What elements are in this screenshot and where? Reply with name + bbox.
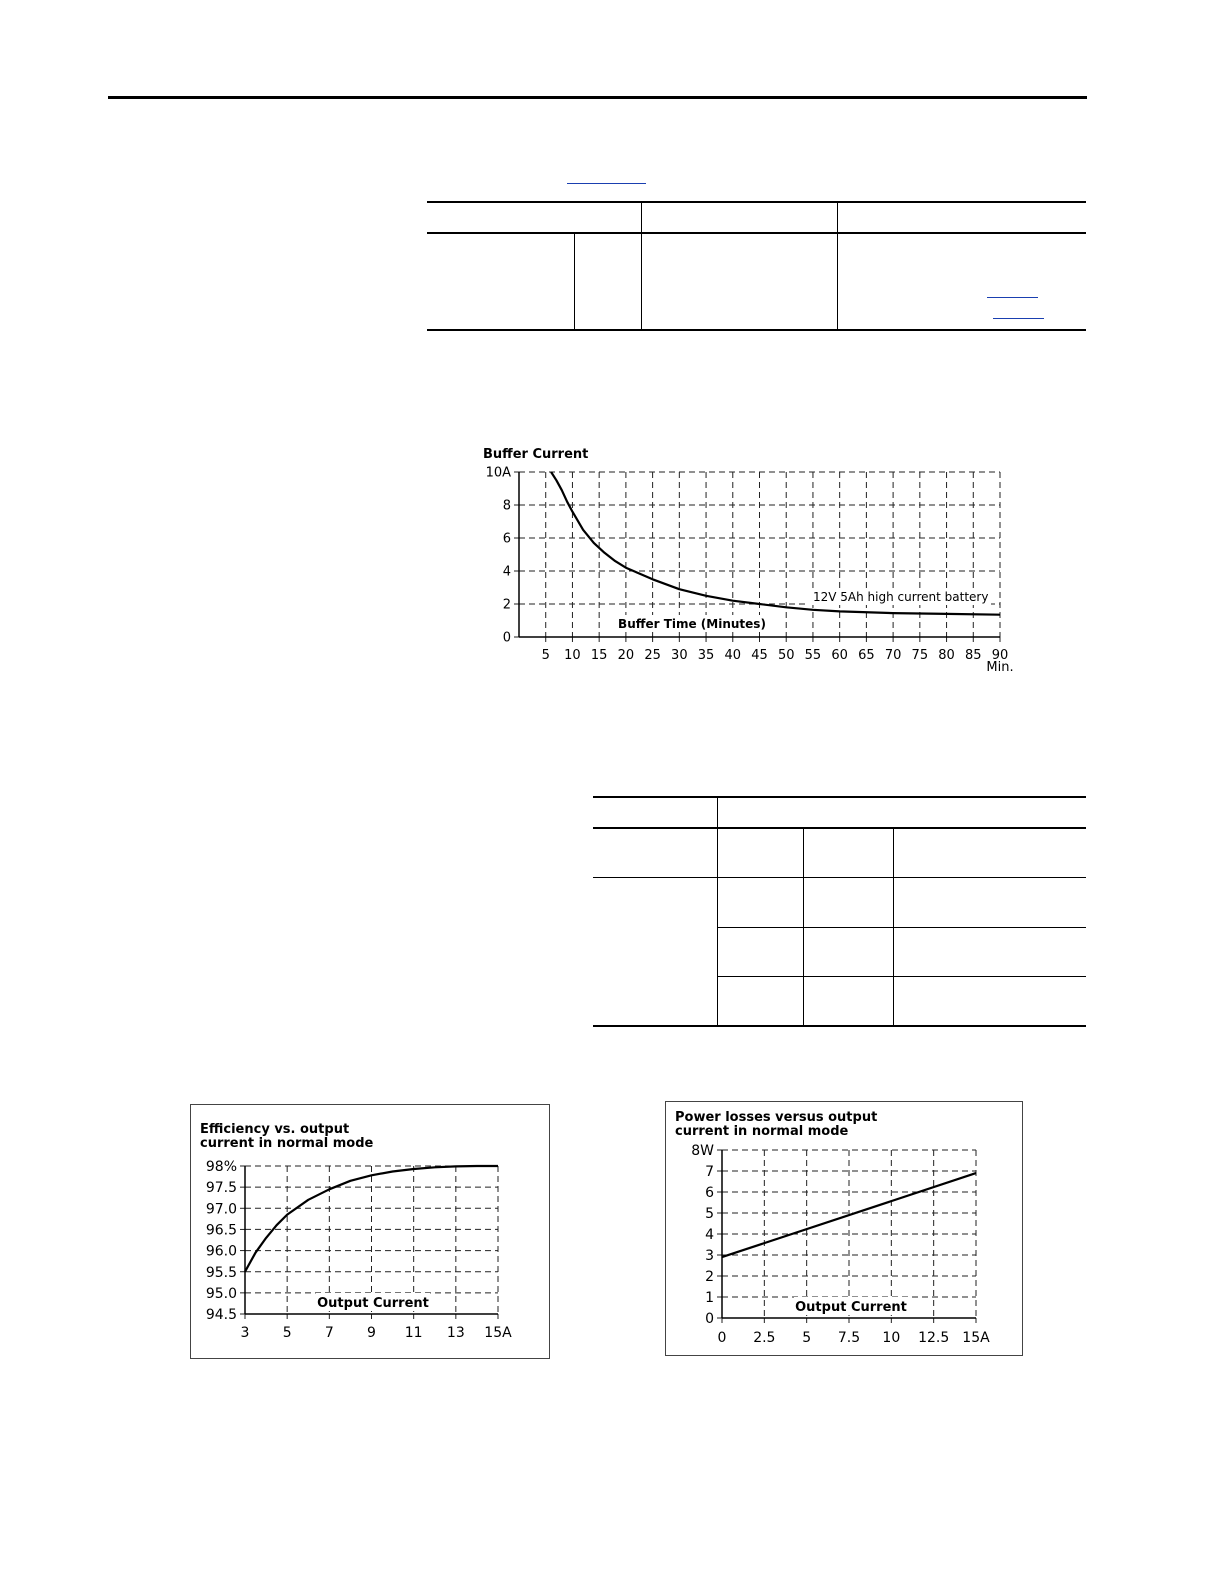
- chart-title: Buffer Current: [483, 447, 589, 462]
- chart-title-line2: current in normal mode: [675, 1124, 849, 1139]
- power-losses-chart: [666, 1102, 1022, 1355]
- x-axis-label: Output Current: [317, 1296, 429, 1311]
- x-tick-label: 7.5: [837, 1330, 861, 1346]
- y-tick-label: 10A: [485, 465, 511, 481]
- y-tick-label: 96.0: [205, 1243, 237, 1260]
- x-tick-label: 9: [367, 1325, 376, 1341]
- x-tick-label: 11: [404, 1325, 423, 1341]
- middle-table-rule: [717, 976, 1086, 977]
- x-tick-label: 65: [858, 648, 875, 663]
- efficiency-chart-frame: [190, 1104, 550, 1359]
- y-tick-label: 94.5: [205, 1307, 237, 1324]
- y-tick-label: 0: [502, 630, 511, 646]
- x-tick-label: 15: [590, 648, 608, 663]
- y-tick-label: 5: [705, 1206, 714, 1223]
- x-tick-label: 10: [564, 648, 581, 663]
- x-tick-label: 70: [884, 648, 902, 663]
- x-tick-label: 3: [240, 1325, 250, 1341]
- x-tick-label: 40: [724, 648, 742, 663]
- y-tick-label: 2: [705, 1269, 714, 1286]
- y-tick-label: 97.0: [205, 1201, 237, 1218]
- x-tick-label: 60: [831, 648, 848, 663]
- x-tick-label: 20: [617, 648, 635, 663]
- x-tick-label: 85: [965, 648, 982, 663]
- middle-table-col-divider: [717, 796, 718, 1027]
- power-losses-chart-frame: [665, 1101, 1023, 1356]
- y-tick-label: 3: [705, 1248, 714, 1265]
- chart-title: Power losses versus output: [675, 1110, 878, 1125]
- y-tick-label: 6: [502, 531, 511, 547]
- top-table-col-divider: [641, 201, 642, 331]
- x-tick-label: 80: [938, 648, 955, 663]
- y-tick-label: 95.5: [205, 1264, 237, 1281]
- x-tick-label: 12.5: [918, 1330, 950, 1346]
- y-tick-label: 1: [705, 1290, 714, 1307]
- middle-table-rule-bottom: [593, 1025, 1086, 1027]
- y-tick-label: 95.0: [205, 1285, 237, 1302]
- y-tick-label: 0: [705, 1311, 714, 1328]
- y-tick-label: 4: [705, 1227, 714, 1244]
- y-tick-label: 97.5: [205, 1180, 237, 1197]
- top-table-col-divider: [837, 201, 838, 331]
- chart-title-line2: current in normal mode: [200, 1136, 374, 1151]
- x-tick-label: 5: [802, 1330, 812, 1346]
- x-tick-label: 75: [911, 648, 929, 663]
- top-table-rule-top: [427, 201, 1086, 203]
- y-tick-label: 96.5: [205, 1222, 237, 1239]
- cross-reference-link[interactable]: [567, 183, 646, 184]
- middle-table-rule: [593, 877, 1086, 878]
- series-annotation: 12V 5Ah high current battery: [813, 590, 989, 604]
- y-tick-label: 2: [502, 597, 511, 613]
- y-tick-label: 7: [705, 1164, 714, 1181]
- x-axis-label: Buffer Time (Minutes): [618, 617, 766, 631]
- middle-table-col-divider: [803, 827, 804, 1027]
- x-tick-label: 7: [324, 1325, 334, 1341]
- x-tick-label: 10: [882, 1330, 901, 1346]
- y-tick-label: 8: [502, 498, 511, 514]
- efficiency-chart: [191, 1105, 549, 1358]
- x-unit-label: Min.: [986, 660, 1014, 675]
- header-rule: [108, 96, 1087, 99]
- y-tick-label: 98%: [205, 1159, 237, 1176]
- table-link[interactable]: [987, 297, 1038, 298]
- chart-title: Efficiency vs. output: [200, 1122, 350, 1137]
- y-tick-label: 6: [705, 1185, 714, 1202]
- x-axis-label: Output Current: [795, 1300, 907, 1315]
- middle-table-rule: [717, 927, 1086, 928]
- x-tick-label: 13: [446, 1325, 465, 1341]
- middle-table-rule-header: [593, 827, 1086, 829]
- x-tick-label: 2.5: [753, 1330, 776, 1346]
- top-table-rule-bottom: [427, 329, 1086, 331]
- x-tick-label: 25: [644, 648, 661, 663]
- x-tick-label: 0: [717, 1330, 727, 1346]
- x-tick-label: 50: [777, 648, 795, 663]
- x-tick-label: 5: [282, 1325, 292, 1341]
- middle-table-rule-top: [593, 796, 1086, 798]
- top-table-col-divider: [574, 232, 575, 331]
- x-tick-label: 35: [697, 648, 715, 663]
- buffer-current-chart: [470, 440, 1040, 690]
- x-tick-label: 15A: [962, 1330, 990, 1346]
- y-tick-label: 4: [502, 564, 511, 580]
- x-tick-label: 30: [671, 648, 688, 663]
- x-tick-label: 90: [991, 648, 1009, 663]
- x-tick-label: 5: [541, 648, 550, 663]
- table-link[interactable]: [993, 318, 1044, 319]
- x-tick-label: 15A: [484, 1325, 512, 1341]
- y-tick-label: 8W: [691, 1143, 714, 1160]
- top-table-rule-header: [427, 232, 1086, 234]
- middle-table-col-divider: [893, 827, 894, 1027]
- x-tick-label: 45: [751, 648, 768, 663]
- x-tick-label: 55: [804, 648, 822, 663]
